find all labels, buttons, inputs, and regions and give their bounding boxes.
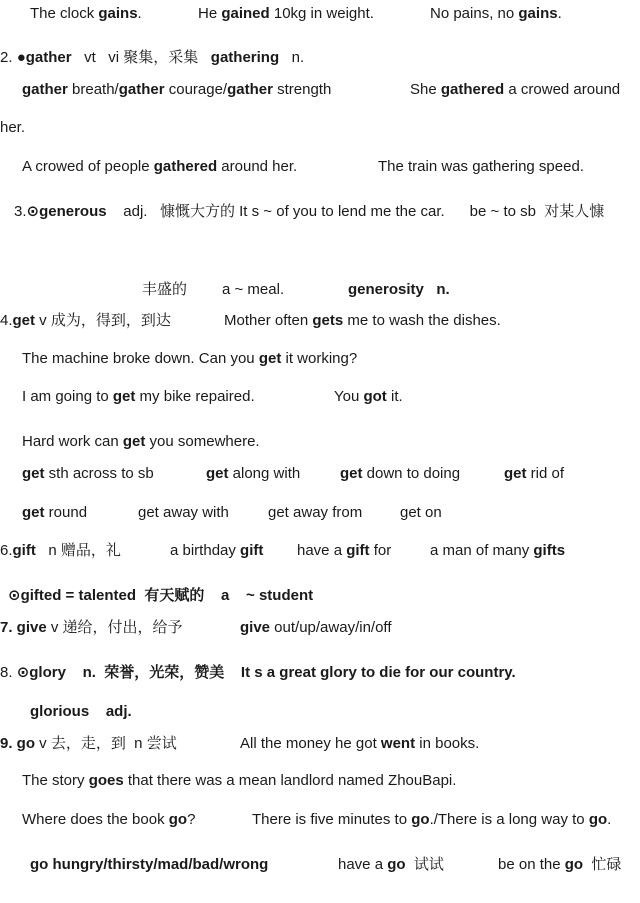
- text-span: get away with: [138, 504, 229, 521]
- text-line: [22, 80, 331, 100]
- text-line: [0, 541, 121, 561]
- bold-keyword: ⊙gifted = talented 有天赋的 a ~ student: [8, 587, 314, 604]
- text-line: [338, 855, 444, 875]
- text-line: [22, 810, 195, 830]
- text-line: [170, 541, 263, 561]
- text-span: .: [137, 5, 142, 22]
- text-span: a crowed around: [504, 81, 621, 98]
- text-span: me to wash the dishes.: [343, 312, 501, 329]
- bold-keyword: gathered: [153, 158, 218, 175]
- text-span: There is five minutes to: [252, 811, 412, 828]
- text-span: get away from: [268, 504, 363, 521]
- text-line: [0, 618, 183, 638]
- text-line: [504, 464, 564, 484]
- text-span: in books.: [415, 735, 480, 752]
- text-line: [348, 280, 450, 300]
- text-span: ./There is a long way to: [429, 811, 589, 828]
- text-span: ?: [187, 811, 196, 828]
- text-span: courage/: [164, 81, 228, 98]
- text-span: be on the: [498, 856, 565, 873]
- text-span: You: [334, 388, 364, 405]
- text-span: The story: [22, 772, 89, 789]
- text-line: [224, 311, 501, 331]
- text-span: Mother often: [224, 312, 313, 329]
- text-span: Where does the book: [22, 811, 169, 828]
- text-line: [8, 586, 313, 606]
- text-span: Hard work can: [22, 433, 123, 450]
- text-line: [0, 734, 177, 754]
- text-span: 6.: [0, 542, 13, 559]
- bold-keyword: go: [168, 811, 188, 828]
- text-line: [410, 80, 620, 100]
- bold-keyword: ●gather: [16, 49, 72, 66]
- text-span: you somewhere.: [145, 433, 260, 450]
- bold-keyword: generosity n.: [348, 281, 450, 298]
- text-line: [430, 541, 565, 561]
- text-span: .: [557, 5, 562, 22]
- bold-keyword: get: [22, 504, 45, 521]
- text-line: [30, 4, 142, 24]
- text-span: strength: [272, 81, 332, 98]
- text-span: The train was gathering speed.: [378, 158, 584, 175]
- text-line: [22, 432, 260, 452]
- text-span: No pains, no: [430, 5, 519, 22]
- text-line: [297, 541, 391, 561]
- text-line: [138, 503, 229, 523]
- text-span: a ~ meal.: [222, 281, 285, 298]
- text-line: [222, 280, 284, 300]
- text-span: out/up/away/in/off: [270, 619, 392, 636]
- text-span: All the money he got: [240, 735, 381, 752]
- text-line: [0, 663, 516, 683]
- text-span: my bike repaired.: [135, 388, 255, 405]
- text-span: He: [198, 5, 222, 22]
- text-line: [22, 771, 456, 791]
- bold-keyword: ⊙generous: [26, 203, 107, 220]
- text-span: her.: [0, 119, 26, 136]
- text-line: [0, 311, 171, 331]
- text-line: [22, 157, 297, 177]
- text-span: adj. 慷慨大方的 It s ~ of you to lend me the car. be ~ to sb 对某人慷: [106, 203, 605, 220]
- bold-keyword: go: [411, 811, 430, 828]
- bold-keyword: gains: [518, 5, 558, 22]
- bold-keyword: get: [206, 465, 229, 482]
- text-span: get on: [400, 504, 442, 521]
- text-line: [252, 810, 611, 830]
- text-span: vt vi 聚集，采集: [71, 49, 211, 66]
- bold-keyword: get: [12, 312, 36, 329]
- bold-keyword: gained: [221, 5, 270, 22]
- bold-keyword: get: [504, 465, 527, 482]
- bold-keyword: gathering: [210, 49, 280, 66]
- bold-keyword: get: [340, 465, 363, 482]
- text-line: [22, 464, 154, 484]
- text-span: have a: [338, 856, 388, 873]
- bold-keyword: gather: [227, 81, 273, 98]
- text-line: [22, 503, 87, 523]
- bold-keyword: got: [363, 388, 387, 405]
- text-line: [30, 702, 132, 722]
- bold-keyword: get: [112, 388, 136, 405]
- text-span: have a: [297, 542, 347, 559]
- text-line: [142, 280, 187, 300]
- text-line: [240, 618, 392, 638]
- text-span: it working?: [281, 350, 358, 367]
- text-line: [240, 734, 479, 754]
- text-span: for: [369, 542, 392, 559]
- text-line: [268, 503, 362, 523]
- text-span: A crowed of people: [22, 158, 154, 175]
- bold-keyword: glorious adj.: [30, 703, 132, 720]
- text-span: sth across to sb: [44, 465, 154, 482]
- bold-keyword: gift: [346, 542, 370, 559]
- text-line: [340, 464, 460, 484]
- text-span: She: [410, 81, 441, 98]
- bold-keyword: go: [564, 856, 584, 873]
- text-line: [430, 4, 562, 24]
- text-span: 忙碌: [583, 856, 622, 873]
- text-span: 丰盛的: [142, 281, 188, 298]
- text-span: I am going to: [22, 388, 113, 405]
- text-span: 10kg in weight.: [269, 5, 374, 22]
- text-line: [0, 118, 25, 138]
- bold-keyword: give: [240, 619, 271, 636]
- text-span: .: [607, 811, 612, 828]
- bold-keyword: go hungry/thirsty/mad/bad/wrong: [30, 856, 269, 873]
- text-span: v 去，走，到 n 尝试: [35, 735, 177, 752]
- bold-keyword: gains: [98, 5, 138, 22]
- text-span: n 赠品，礼: [35, 542, 121, 559]
- bold-keyword: go: [588, 811, 608, 828]
- text-span: 4.: [0, 312, 13, 329]
- text-span: 3.: [14, 203, 27, 220]
- text-span: around her.: [217, 158, 298, 175]
- text-line: [14, 202, 604, 222]
- bold-keyword: gathered: [440, 81, 505, 98]
- text-span: rid of: [526, 465, 565, 482]
- text-span: it.: [386, 388, 403, 405]
- bold-keyword: gather: [118, 81, 165, 98]
- text-span: v 递给，付出，给予: [46, 619, 183, 636]
- bold-keyword: 7. give: [0, 619, 47, 636]
- text-span: The clock: [30, 5, 99, 22]
- bold-keyword: get: [258, 350, 282, 367]
- text-span: n.: [279, 49, 305, 66]
- text-span: The machine broke down. Can you: [22, 350, 259, 367]
- text-line: [0, 48, 304, 68]
- bold-keyword: get: [122, 433, 146, 450]
- text-span: round: [44, 504, 88, 521]
- bold-keyword: 9. go: [0, 735, 36, 752]
- bold-keyword: gather: [22, 81, 68, 98]
- text-span: 2.: [0, 49, 17, 66]
- text-line: [378, 157, 584, 177]
- text-line: [334, 387, 403, 407]
- text-span: that there was a mean landlord named ZhouBapi.: [123, 772, 457, 789]
- bold-keyword: gets: [312, 312, 344, 329]
- bold-keyword: gift: [12, 542, 36, 559]
- text-span: breath/: [67, 81, 119, 98]
- bold-keyword: ⊙glory n. 荣誉，光荣，赞美 It s a great glory to die for our country.: [16, 664, 516, 681]
- text-span: a birthday: [170, 542, 241, 559]
- text-line: [198, 4, 374, 24]
- text-span: a man of many: [430, 542, 534, 559]
- bold-keyword: get: [22, 465, 45, 482]
- text-span: v 成为，得到，到达: [35, 312, 171, 329]
- bold-keyword: gift: [240, 542, 264, 559]
- bold-keyword: gifts: [533, 542, 566, 559]
- text-span: down to doing: [362, 465, 461, 482]
- text-line: [22, 387, 255, 407]
- text-span: along with: [228, 465, 301, 482]
- text-line: [498, 855, 621, 875]
- bold-keyword: goes: [88, 772, 124, 789]
- text-span: 试试: [405, 856, 444, 873]
- text-line: [400, 503, 442, 523]
- text-line: [30, 855, 268, 875]
- bold-keyword: went: [380, 735, 416, 752]
- text-line: [206, 464, 300, 484]
- text-span: 8.: [0, 664, 17, 681]
- text-line: [22, 349, 357, 369]
- bold-keyword: go: [387, 856, 406, 873]
